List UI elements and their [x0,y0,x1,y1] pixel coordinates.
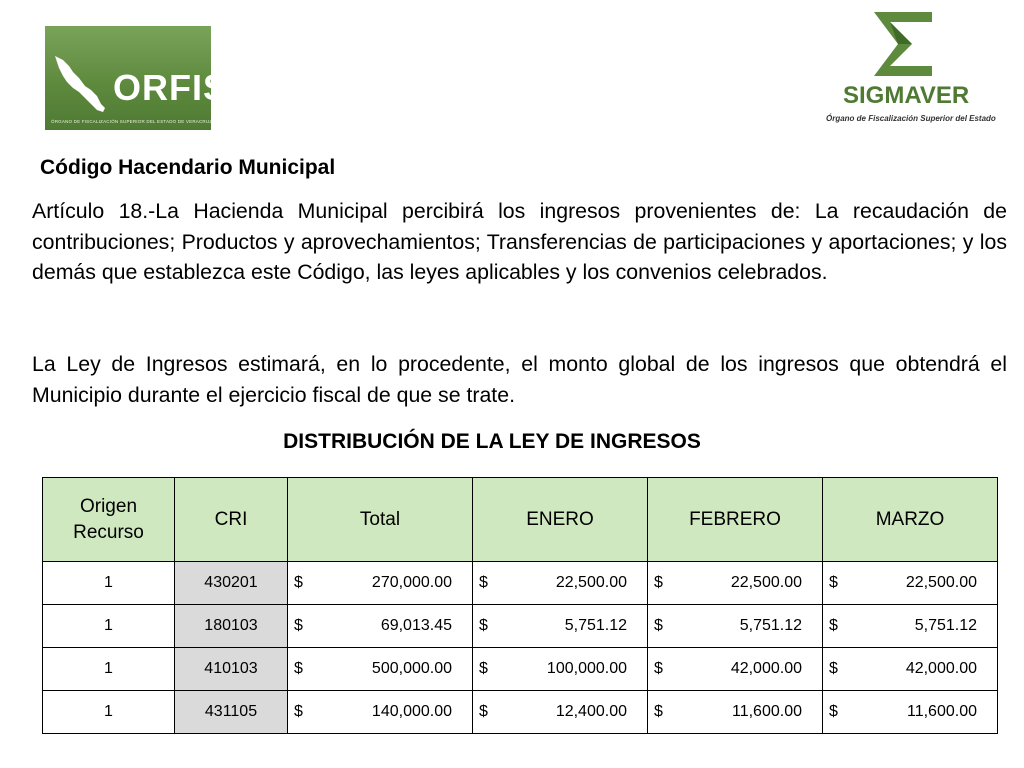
document-title: Código Hacendario Municipal [40,156,336,179]
amount: 100,000.00 [546,660,627,677]
header-febrero: FEBRERO [648,478,823,562]
cell-origen: 1 [43,605,175,648]
sigmaver-subtitle: Órgano de Fiscalización Superior del Estado [826,114,996,123]
cell-febrero [648,562,823,605]
currency-symbol: $ [829,574,838,591]
amount: 22,500.00 [905,574,977,591]
table-title: DISTRIBUCIÓN DE LA LEY DE INGRESOS [283,430,701,453]
currency-symbol: $ [654,574,663,591]
header-total: Total [288,478,473,562]
article-paragraph: Artículo 18.-La Hacienda Municipal percibirá los ingresos provenientes de: La recaudación de contribuciones; Productos y aprovechamientos; Transferencias de participaciones y aportaciones; y los demás que establezca este Código, las leyes aplicables y los convenios celebrados. [32,199,1007,284]
cell-enero [473,691,648,734]
income-law-paragraph: La Ley de Ingresos estimará, en lo procedente, el monto global de los ingresos que obtendrá el Municipio durante el ejercicio fiscal de que se trate. [32,352,1007,407]
orfis-logo [45,26,229,130]
amount: 5,751.12 [739,617,802,634]
currency-symbol: $ [479,574,488,591]
cell-marzo [823,648,998,691]
cell-marzo [823,562,998,605]
cell-total [288,605,473,648]
cell-febrero [648,691,823,734]
amount: 22,500.00 [730,574,802,591]
currency-symbol: $ [829,660,838,677]
cell-total [288,691,473,734]
currency-symbol: $ [479,660,488,677]
currency-symbol: $ [654,703,663,720]
currency-symbol: $ [294,660,303,677]
cell-total [288,648,473,691]
amount: 42,000.00 [905,660,977,677]
sigmaver-name: SIGMAVER [843,82,970,109]
amount: 12,400.00 [555,703,627,720]
currency-symbol: $ [479,617,488,634]
amount: 5,751.12 [914,617,977,634]
cell-enero [473,605,648,648]
table-row [43,562,998,605]
amount: 42,000.00 [730,660,802,677]
table-row [43,605,998,648]
currency-symbol: $ [654,617,663,634]
table-header-row [43,478,998,562]
header-origen-recurso: Origen Recurso [43,478,175,562]
amount: 140,000.00 [371,703,452,720]
sigmaver-logo [820,10,1020,128]
table-row [43,691,998,734]
cell-marzo [823,691,998,734]
header-cri: CRI [175,478,288,562]
cell-cri: 431105 [175,691,288,734]
amount: 22,500.00 [555,574,627,591]
table-row [43,648,998,691]
currency-symbol: $ [294,617,303,634]
currency-symbol: $ [294,703,303,720]
currency-symbol: $ [294,574,303,591]
sigma-mark-icon [868,10,940,80]
currency-symbol: $ [654,660,663,677]
cell-febrero [648,648,823,691]
header-marzo: MARZO [823,478,998,562]
orfis-subtitle: ÓRGANO DE FISCALIZACIÓN SUPERIOR DEL ESTADO DE VERACRUZ [51,119,213,124]
amount: 11,600.00 [732,703,802,720]
cell-total [288,562,473,605]
currency-symbol: $ [829,703,838,720]
currency-symbol: $ [479,703,488,720]
cell-origen: 1 [43,562,175,605]
cell-cri: 180103 [175,605,288,648]
cell-cri: 410103 [175,648,288,691]
amount: 5,751.12 [564,617,627,634]
currency-symbol: $ [829,617,838,634]
amount: 270,000.00 [371,574,452,591]
cell-cri: 430201 [175,562,288,605]
cell-origen: 1 [43,648,175,691]
cell-origen: 1 [43,691,175,734]
cell-enero [473,562,648,605]
amount: 11,600.00 [907,703,977,720]
cell-febrero [648,605,823,648]
amount: 500,000.00 [371,660,452,677]
header-enero: ENERO [473,478,648,562]
income-distribution-table [42,477,998,734]
orfis-wordmark: ORFIS [113,67,229,108]
cell-enero [473,648,648,691]
amount: 69,013.45 [380,617,452,634]
cell-marzo [823,605,998,648]
